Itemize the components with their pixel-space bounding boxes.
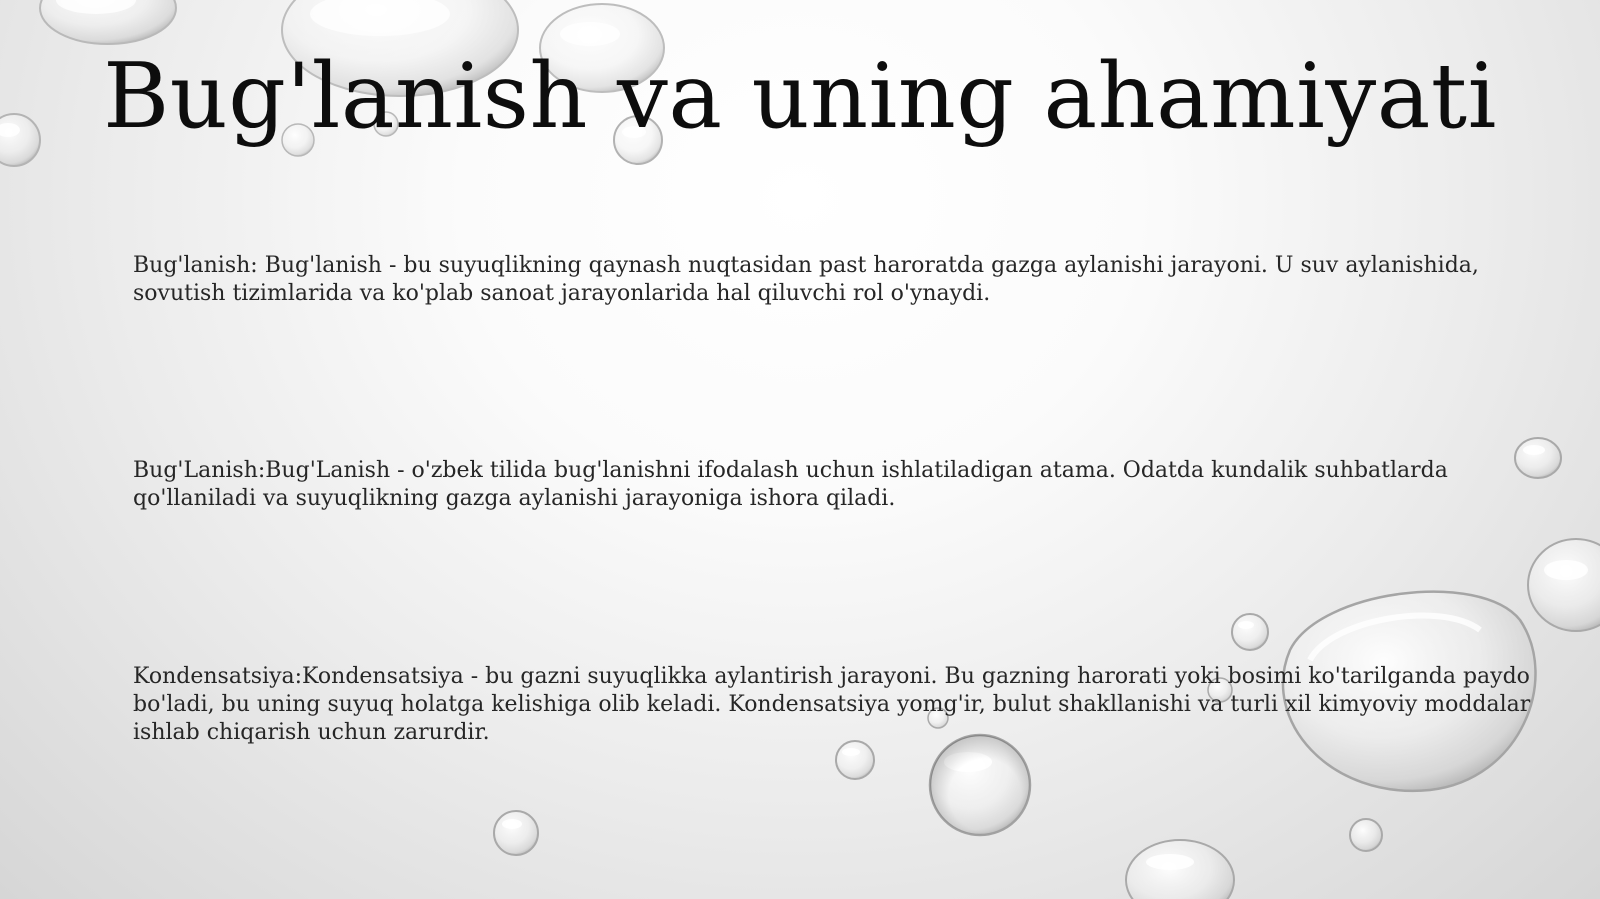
droplet	[40, 0, 176, 44]
droplet	[1350, 819, 1382, 851]
droplet	[1232, 614, 1268, 650]
droplet	[1528, 539, 1600, 631]
paragraph-buglanish-term: Bug'Lanish:Bug'Lanish - o'zbek tilida bug'lanishni ifodalash uchun ishlatiladigan atama. Odatda kundalik suhbatlarda qo'llaniladi va suyuqlikning gazga aylanishi jarayoniga ishora qiladi.	[133, 458, 1448, 511]
droplet	[930, 735, 1030, 835]
paragraph-kondensatsiya: Kondensatsiya:Kondensatsiya - bu gazni suyuqlikka aylantirish jarayoni. Bu gazning harorati yoki bosimi ko'tarilganda paydo bo'ladi, bu uning suyuq holatga kelishiga olib keladi. Kondensatsiya yomg'ir, bulut shakllanishi va turli xil kimyoviy moddalar ishlab chiqarish uchun zarurdir.	[133, 664, 1531, 745]
droplet	[1126, 840, 1234, 899]
slide-title: Bug'lanish va uning ahamiyati	[103, 44, 1497, 149]
droplet	[494, 811, 538, 855]
paragraph-buglanish: Bug'lanish: Bug'lanish - bu suyuqlikning qaynash nuqtasidan past haroratda gazga aylanishi jarayoni. U suv aylanishida, sovutish tizimlarida va ko'plab sanoat jarayonlarida hal qiluvchi rol o'ynaydi.	[133, 253, 1479, 306]
